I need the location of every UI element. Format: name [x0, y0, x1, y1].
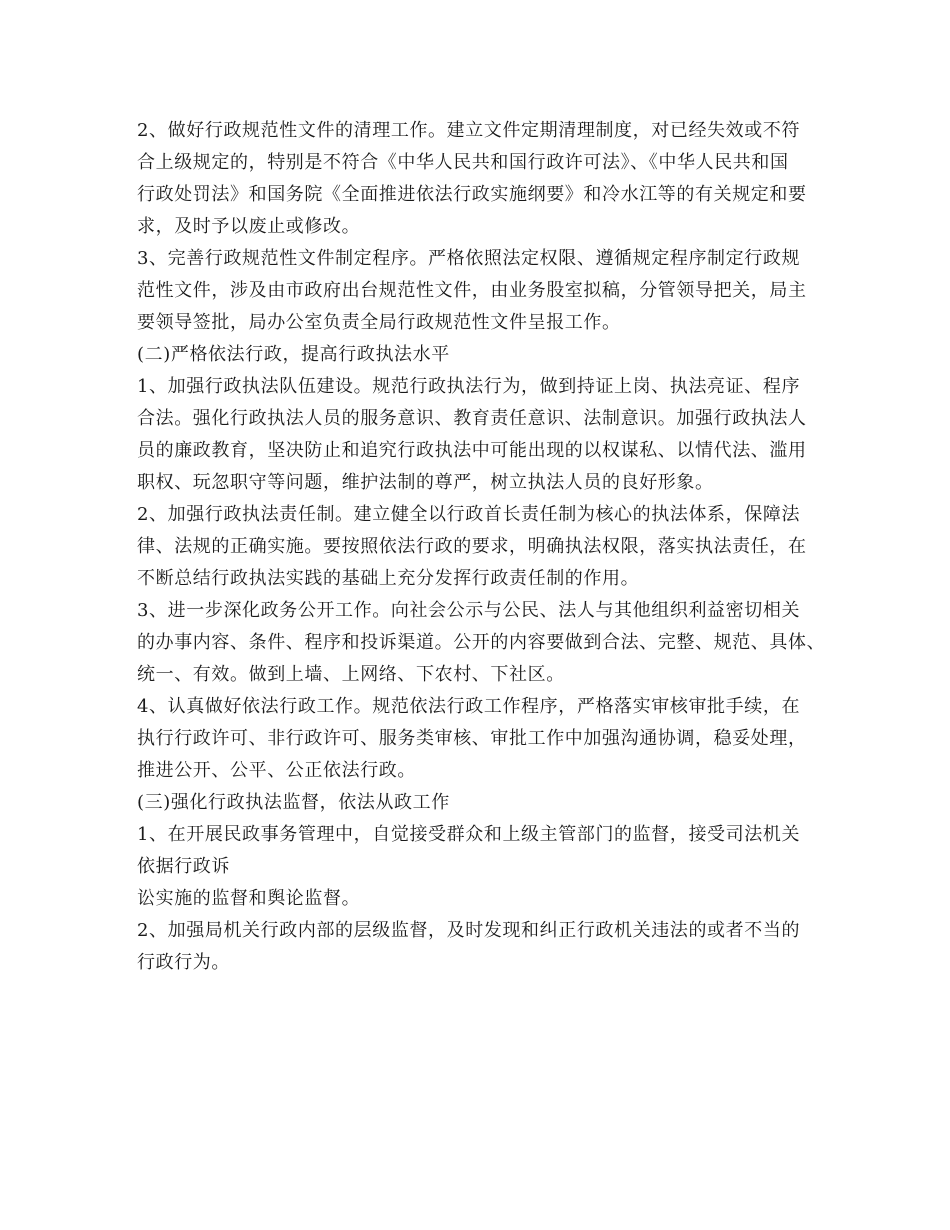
text-line: 3、进一步深化政务公开工作。向社会公示与公民、法人与其他组织利益密切相关: [137, 600, 801, 621]
text-line: 4、认真做好依法行政工作。规范依法行政工作程序，严格落实审核审批手续，在: [137, 696, 801, 717]
text-line: 律、法规的正确实施。要按照依法行政的要求，明确执法权限，落实执法责任，在: [137, 536, 807, 557]
text-line: 2、做好行政规范性文件的清理工作。建立文件定期清理制度，对已经失效或不符: [137, 120, 801, 141]
text-line: 依据行政诉: [137, 856, 230, 877]
text-line: 范性文件，涉及由市政府出台规范性文件，由业务股室拟稿，分管领导把关，局主: [137, 280, 807, 301]
text-line: 1、在开展民政事务管理中，自觉接受群众和上级主管部门的监督，接受司法机关: [137, 824, 801, 845]
text-line: 的办事内容、条件、程序和投诉渠道。公开的内容要做到合法、完整、规范、具体、: [137, 632, 826, 653]
section-heading: (三)强化行政执法监督，依法从政工作: [137, 792, 450, 813]
text-line: 求，及时予以废止或修改。: [137, 216, 361, 237]
section-heading: (二)严格依法行政，提高行政执法水平: [137, 344, 450, 365]
text-line: 行政行为。: [137, 952, 230, 973]
text-line: 1、加强行政执法队伍建设。规范行政执法行为，做到持证上岗、执法亮证、程序: [137, 376, 801, 397]
text-line: 2、加强行政执法责任制。建立健全以行政首长责任制为核心的执法体系，保障法: [137, 504, 801, 525]
text-line: 2、加强局机关行政内部的层级监督，及时发现和纠正行政机关违法的或者不当的: [137, 920, 801, 941]
text-line: 员的廉政教育，坚决防止和追究行政执法中可能出现的以权谋私、以情代法、滥用: [137, 440, 807, 461]
text-line: 合上级规定的，特别是不符合《中华人民共和国行政许可法》、《中华人民共和国: [137, 152, 789, 173]
text-line: 统一、有效。做到上墙、上网络、下农村、下社区。: [137, 664, 565, 685]
text-line: 合法。强化行政执法人员的服务意识、教育责任意识、法制意识。加强行政执法人: [137, 408, 807, 429]
text-line: 职权、玩忽职守等问题，维护法制的尊严，树立执法人员的良好形象。: [137, 472, 714, 493]
text-line: 讼实施的监督和舆论监督。: [137, 888, 361, 909]
text-line: 执行行政许可、非行政许可、服务类审核、审批工作中加强沟通协调，稳妥处理，: [137, 728, 807, 749]
text-line: 推进公开、公平、公正依法行政。: [137, 760, 416, 781]
text-line: 行政处罚法》和国务院《全面推进依法行政实施纲要》和冷水江等的有关规定和要: [137, 184, 807, 205]
text-line: 要领导签批，局办公室负责全局行政规范性文件呈报工作。: [137, 312, 621, 333]
text-line: 3、完善行政规范性文件制定程序。严格依照法定权限、遵循规定程序制定行政规: [137, 248, 801, 269]
text-line: 不断总结行政执法实践的基础上充分发挥行政责任制的作用。: [137, 568, 640, 589]
